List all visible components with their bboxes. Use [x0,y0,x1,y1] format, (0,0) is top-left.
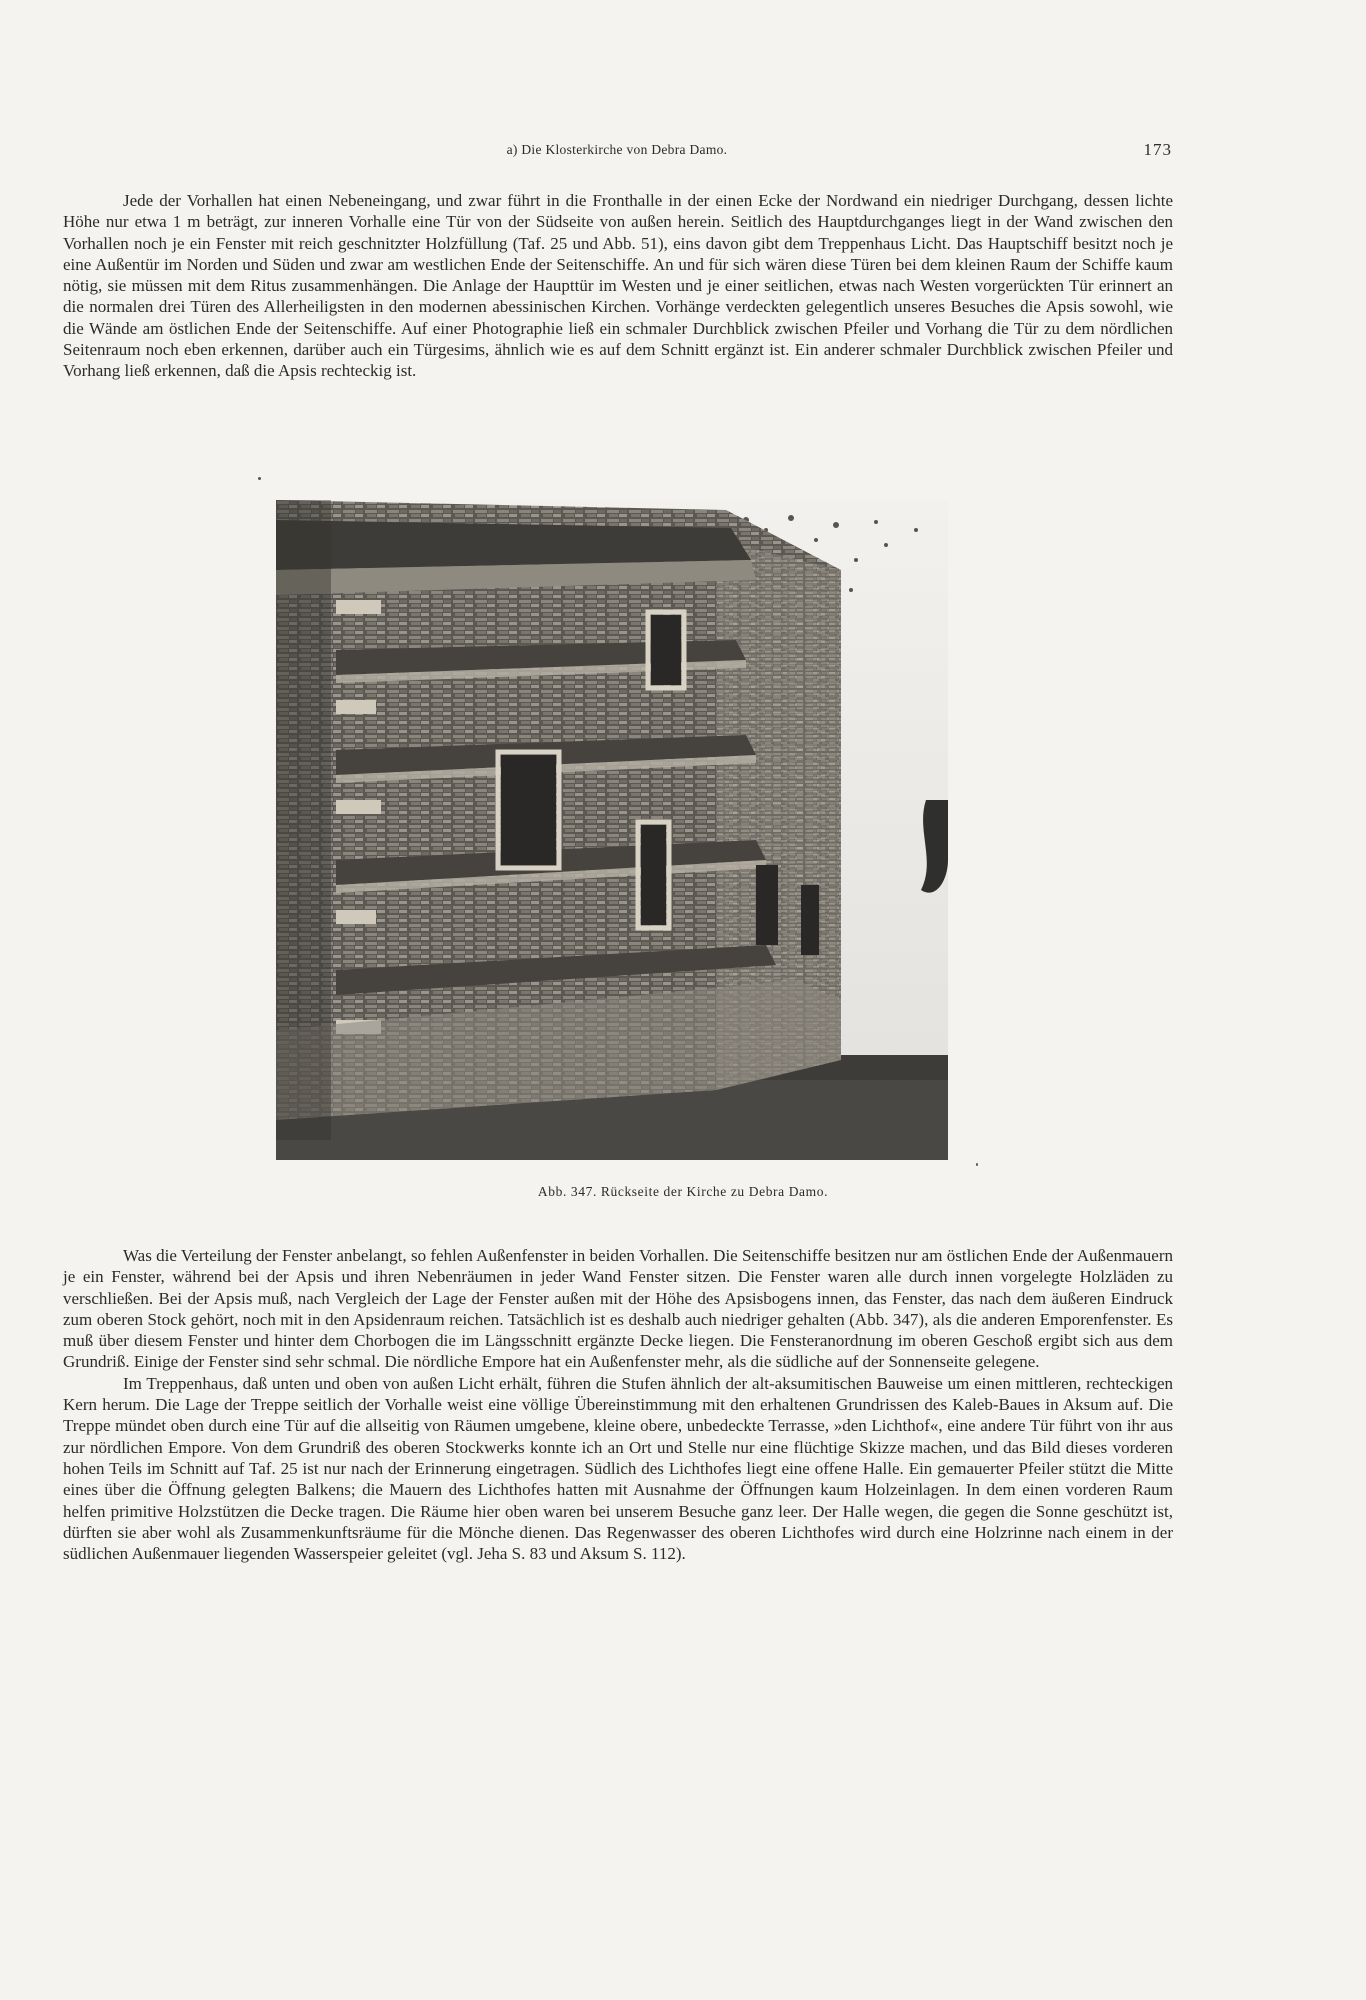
running-head [62,142,1172,162]
figure-caption: Abb. 347. Rückseite der Kirche zu Debra Damo. [537,1184,829,1199]
print-speck [258,477,261,480]
page-number: 173 [1143,140,1172,159]
figure-photograph [276,500,948,1160]
church-photo-illustration [276,500,948,1160]
running-title: a) Die Klosterkirche von Debra Damo. [506,142,728,157]
text-block-bottom [63,1245,1173,1564]
paragraph: Im Treppenhaus, daß unten und oben von außen Licht erhält, führen die Stufen ähnlich der alt-aksumitischen Bauweise um einen mittleren, rechteckigen Kern herum. Die Lage der Treppe seitlich der Vorhalle weist eine völlige Übereinstimmung mit den erhaltenen Grundrissen des Kaleb-Baues in Aksum auf. Die Treppe mündet oben durch eine Tür auf die allseitig von Räumen umgebene, kleine obere, unbedeckte Terrasse, »den Lichthof«, eine andere Tür führt von ihr aus zur nördlichen Empore. Von dem Grundriß des oberen Stockwerks konnte ich an Ort und Stelle nur eine flüchtige Skizze machen, und das Bild dieses vorderen hohen Teils im Schnitt auf Taf. 25 ist nur nach der Erinnerung eingetragen. Südlich des Lichthofes liegt eine offene Halle. Ein gemauerter Pfeiler stützt die Mitte eines über die Öffnung gelegten Balkens; die Mauern des Lichthofes hatten mit Ausnahme der Öffnungen kaum Holzeinlagen. In dem einen vorderen Raum helfen primitive Holzstützen die Decke tragen. Die Räume hier oben waren bei unserem Besuche ganz leer. Der Halle wegen, die gegen die Sonne geschützt ist, dürften sie aber wohl als Zusammenkunftsräume für die Mönche dienen. Das Regenwasser des oberen Lichthofes wird durch eine Holzrinne nach einem in der südlichen Außenmauer liegenden Wasserspeier geleitet (vgl. Jeha S. 83 und Aksum S. 112). [63,1373,1173,1564]
paragraph: Jede der Vorhallen hat einen Nebeneingang, und zwar führt in die Fronthalle in der einen Ecke der Nordwand ein niedriger Durchgang, dessen lichte Höhe nur etwa 1 m beträgt, zur inneren Vorhalle eine Tür von der Südseite von außen herein. Seitlich des Hauptdurchganges liegt in der Wand zwischen den Vorhallen noch je ein Fenster mit reich geschnitzter Holzfüllung (Taf. 25 und Abb. 51), eins davon gibt dem Treppenhaus Licht. Das Hauptschiff besitzt noch je eine Außentür im Norden und Süden und zwar am westlichen Ende der Seitenschiffe. An und für sich wären diese Türen bei dem kleinen Raum der Schiffe kaum nötig, sie müssen mit dem Ritus zusammenhängen. Die Anlage der Haupttür im Westen und je einer seitlichen, etwas nach Westen vorgerückten Tür erinnert an die normalen drei Türen des Allerheiligsten in den modernen abessinischen Kirchen. Vorhänge verdeckten gelegentlich unseres Besuches die Apsis sowohl, wie die Wände am östlichen Ende der Seitenschiffe. Auf einer Photographie ließ ein schmaler Durchblick zwischen Pfeiler und Vorhang die Tür zu dem nördlichen Seitenraum noch eben erkennen, darüber auch ein Türgesims, ähnlich wie es auf dem Schnitt ergänzt ist. Ein anderer schmaler Durchblick zwischen Pfeiler und Vorhang ließ erkennen, daß die Apsis rechteckig ist. [63,191,1173,381]
paragraph: Was die Verteilung der Fenster anbelangt, so fehlen Außenfenster in beiden Vorhallen. Die Seitenschiffe besitzen nur am östlichen Ende der Außenmauern je ein Fenster, während bei der Apsis und ihren Nebenräumen in jeder Wand Fenster sitzen. Die Fenster waren alle durch innen vorgelegte Holzläden zu verschließen. Bei der Apsis muß, nach Vergleich der Lage der Fenster außen mit der Höhe des Apsisbogens innen, das Fenster, das nach dem äußeren Eindruck zum oberen Stock gehört, noch mit in den Apsidenraum reichen. Tatsächlich ist es deshalb auch niedriger gehalten (Abb. 347), als die anderen Emporenfenster. Es muß über diesem Fenster und hinter dem Chorbogen die im Längsschnitt ergänzte Decke liegen. Die Fensteranordnung im oberen Geschoß ergibt sich aus dem Grundriß. Einige der Fenster sind sehr schmal. Die nördliche Empore hat ein Außenfenster mehr, als die südliche auf der Sonnenseite gelegene. [63,1246,1173,1372]
print-speck [976,1163,978,1166]
text-block-top [63,190,1173,382]
